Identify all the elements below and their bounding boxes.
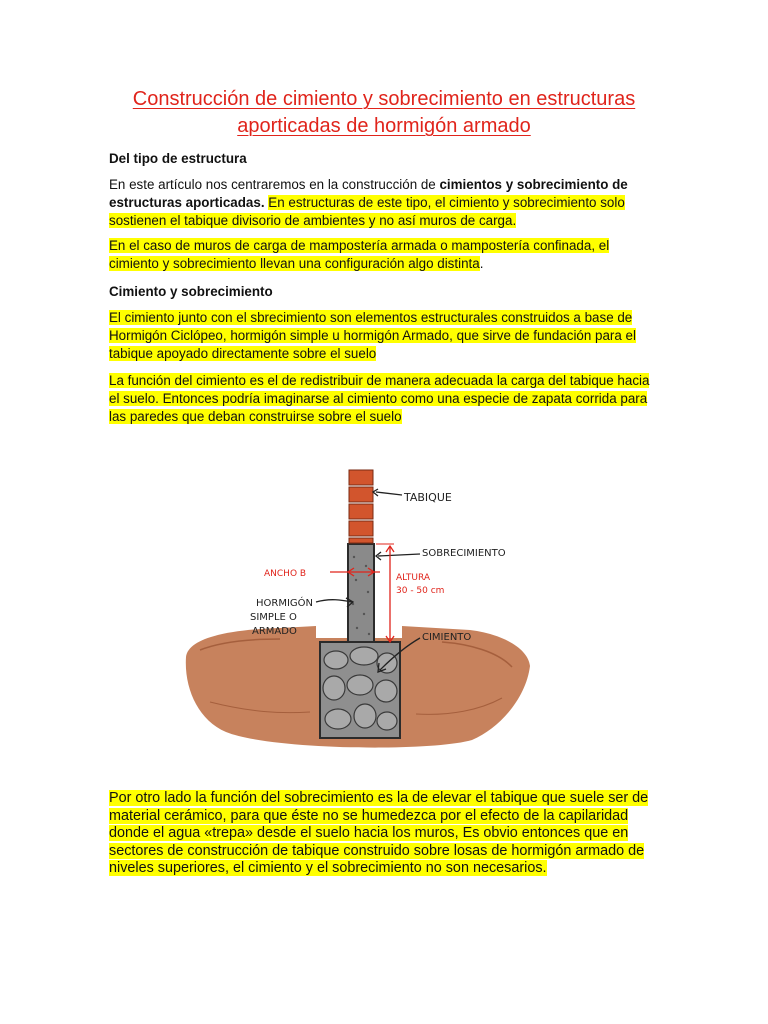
document-title <box>100 86 668 140</box>
paragraph-intro-text: En este artículo nos centraremos en la construcción de <box>109 177 440 192</box>
label-hormigon: HORMIGÓN <box>256 598 314 609</box>
paragraph-intro <box>109 176 661 230</box>
paragraph-materials <box>109 309 661 363</box>
title-line-2: aporticadas de hormigón armado <box>237 115 531 137</box>
paragraph-materials-highlight: El cimiento junto con el sbrecimiento son elementos estructurales construidos a base de Hormigón Ciclópeo, hormigón simple u hormigón Armado, que sirve de fundación para el tabique apoyado directamente sobre el suelo <box>109 310 636 361</box>
label-altura-range: 30 - 50 cm <box>396 586 445 596</box>
stone <box>375 680 397 702</box>
sobrecimiento <box>348 544 374 642</box>
stone <box>324 651 348 669</box>
label-sobrecimiento: SOBRECIMIENTO <box>422 548 506 559</box>
brick <box>349 504 373 519</box>
paragraph-load-walls <box>109 237 661 273</box>
label-altura: ALTURA <box>396 573 431 583</box>
section-heading-structure-type: Del tipo de estructura <box>109 151 247 166</box>
label-tabique: TABIQUE <box>404 491 452 504</box>
label-armado: ARMADO <box>252 626 297 637</box>
label-simple-o: SIMPLE O <box>250 612 297 623</box>
brick <box>349 470 373 485</box>
paragraph-load-walls-end: . <box>479 256 484 271</box>
label-ancho: ANCHO B <box>264 569 307 579</box>
paragraph-function-sobrecimiento-highlight: Por otro lado la función del sobrecimiento es la de elevar el tabique que suele ser de material cerámico, para que éste no se humedezca por el efecto de la capilaridad donde el agua «trepa» desde el suelo hacia los muros, Es obvio entonces que en sectores de construcción de tabique construido sobre losas de hormigón armado de niveles superiores, el cimiento y el sobrecimiento no son necesarios. <box>109 790 649 877</box>
paragraph-load-walls-highlight: En el caso de muros de carga de mampostería armada o mampostería confinada, el cimiento y sobrecimiento llevan una configuración algo distinta <box>109 238 610 271</box>
paragraph-intro-bold: cimientos y sobrecimiento de estructuras aporticadas. <box>109 177 628 210</box>
brick <box>349 521 373 536</box>
stone <box>347 675 373 695</box>
stone <box>350 647 378 665</box>
brick <box>349 487 373 502</box>
stone <box>325 709 351 729</box>
tabique-arrow <box>376 492 402 495</box>
label-cimiento: CIMIENTO <box>422 632 472 643</box>
foundation-diagram <box>180 462 540 752</box>
stone <box>354 704 376 728</box>
stone <box>377 712 397 730</box>
paragraph-function-cimiento <box>109 372 661 426</box>
stone <box>323 676 345 700</box>
section-heading-foundation: Cimiento y sobrecimiento <box>109 284 273 299</box>
title-line-1: Construcción de cimiento y sobrecimiento en estructuras <box>132 88 636 110</box>
paragraph-intro-highlight: En estructuras de este tipo, el cimiento y sobrecimiento solo sostienen el tabique divisorio de ambientes y no así muros de carga. <box>109 195 625 228</box>
tabique-bricks <box>349 470 373 543</box>
paragraph-function-cimiento-highlight: La función del cimiento es el de redistribuir de manera adecuada la carga del tabique hacia el suelo. Entonces podría imaginarse al cimiento como una especie de zapata corrida para las paredes que deban construirse sobre el suelo <box>109 373 650 424</box>
paragraph-function-sobrecimiento <box>109 790 661 878</box>
cyclopean-stones <box>323 647 397 730</box>
sobrecimiento-arrow <box>378 554 420 556</box>
hormigon-arrow <box>316 600 352 602</box>
brick <box>349 538 373 543</box>
